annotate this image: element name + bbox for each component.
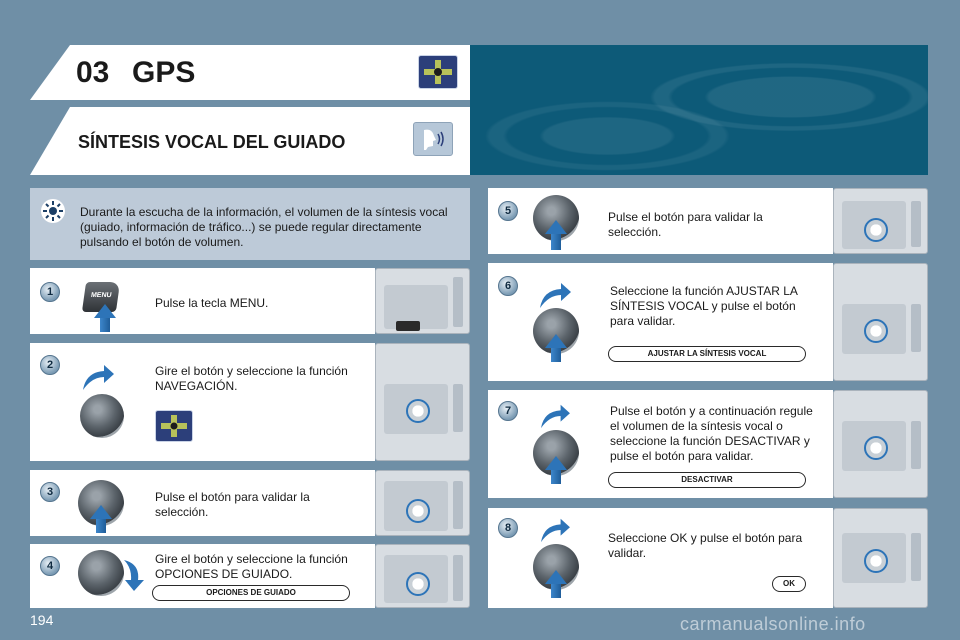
sun-tip-icon bbox=[40, 198, 66, 229]
press-arrow-icon bbox=[545, 456, 567, 470]
step-2-badge: 2 bbox=[40, 355, 60, 375]
navigation-cross-icon bbox=[155, 410, 193, 442]
rotate-arrow-icon bbox=[80, 362, 116, 397]
step-4-badge: 4 bbox=[40, 556, 60, 576]
option-ajustar-sintesis-vocal: AJUSTAR LA SÍNTESIS VOCAL bbox=[608, 346, 806, 362]
step-6-radio-image bbox=[833, 263, 928, 381]
step-8-radio-image bbox=[833, 508, 928, 608]
option-desactivar: DESACTIVAR bbox=[608, 472, 806, 488]
step-8-text: Seleccione OK y pulse el botón para validar. bbox=[608, 531, 803, 560]
press-arrow-icon bbox=[90, 505, 112, 519]
option-ok: OK bbox=[772, 576, 806, 592]
watermark: carmanualsonline.info bbox=[680, 614, 866, 634]
info-text: Durante la escucha de la información, el volumen de la síntesis vocal (guiado, información de tráfico...) se puede regular directamente pulsando el botón de volumen. bbox=[80, 205, 448, 249]
step-1-radio-image bbox=[375, 268, 470, 334]
step-7-badge: 7 bbox=[498, 401, 518, 421]
step-5-badge: 5 bbox=[498, 201, 518, 221]
press-arrow-icon bbox=[545, 334, 567, 348]
header-map-band bbox=[470, 45, 928, 175]
rotary-knob bbox=[78, 550, 124, 596]
rotary-knob bbox=[80, 394, 124, 438]
step-3-radio-image bbox=[375, 470, 470, 536]
step-2-panel bbox=[30, 343, 375, 461]
step-1-badge: 1 bbox=[40, 282, 60, 302]
press-arrow-icon bbox=[94, 304, 116, 318]
page-number: 194 bbox=[30, 612, 54, 628]
step-6-text: Seleccione la función AJUSTAR LA SÍNTESIS VOCAL y pulse el botón para validar. bbox=[610, 284, 798, 328]
section-title: SÍNTESIS VOCAL DEL GUIADO bbox=[78, 132, 346, 152]
step-8-badge: 8 bbox=[498, 518, 518, 538]
step-2-text: Gire el botón y seleccione la función NAVEGACIÓN. bbox=[155, 364, 348, 393]
press-arrow-icon bbox=[545, 220, 567, 234]
voice-synthesis-icon bbox=[413, 122, 453, 156]
step-3-badge: 3 bbox=[40, 482, 60, 502]
chapter-title: GPS bbox=[132, 56, 196, 89]
step-3-text: Pulse el botón para validar la selección. bbox=[155, 490, 310, 519]
navigation-cross-icon bbox=[418, 55, 458, 89]
menu-key-label: MENU bbox=[90, 292, 113, 299]
step-1-text: Pulse la tecla MENU. bbox=[155, 296, 269, 310]
chapter-number: 03 bbox=[76, 56, 110, 89]
press-arrow-icon bbox=[545, 570, 567, 584]
step-6-badge: 6 bbox=[498, 276, 518, 296]
step-2-radio-image bbox=[375, 343, 470, 461]
step-4-text: Gire el botón y seleccione la función OPCIONES DE GUIADO. bbox=[155, 552, 348, 581]
step-5-radio-image bbox=[833, 188, 928, 254]
step-5-text: Pulse el botón para validar la selección. bbox=[608, 210, 763, 239]
step-7-radio-image bbox=[833, 390, 928, 498]
option-opciones-de-guiado: OPCIONES DE GUIADO bbox=[152, 585, 350, 601]
rotate-down-arrow-icon bbox=[120, 558, 148, 597]
step-7-text: Pulse el botón y a continuación regule el volumen de la síntesis vocal o seleccione la función DESACTIVAR y pulse el botón para validar. bbox=[610, 404, 813, 463]
step-4-radio-image bbox=[375, 544, 470, 608]
